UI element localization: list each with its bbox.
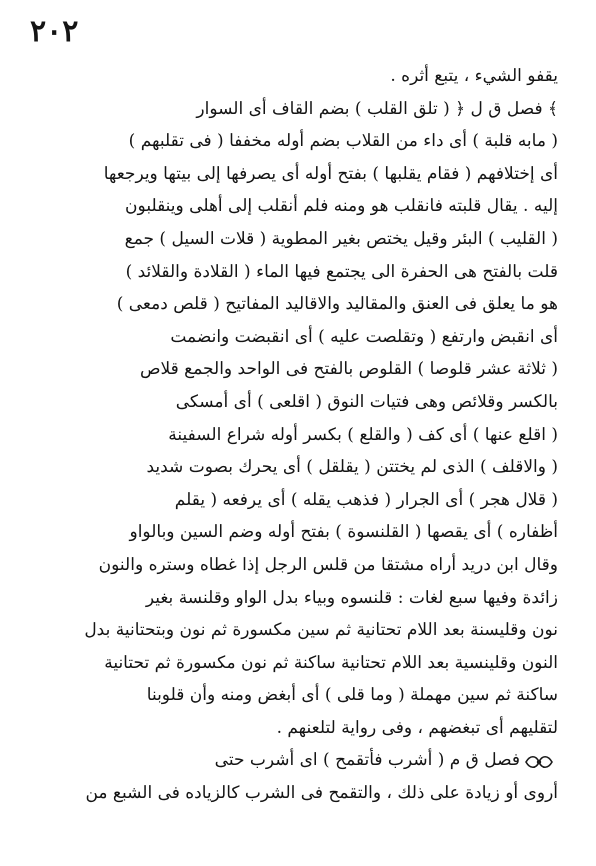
text-line-6: ( القليب ) البئر وقيل يختص بغير المطوية ( قلات السيل ) جمع bbox=[124, 228, 558, 249]
text-line-17: زائدة وفيها سبع لغات : قلنسوه وبياء بدل الواو وقلنسة بغير bbox=[145, 587, 558, 608]
text-line-1: يقفو الشيء ، يتبع أثره . bbox=[390, 66, 558, 86]
text-line-19: النون وقلينسية بعد اللام تحتانية ساكنة ثم نون مكسورة ثم تحتانية bbox=[104, 652, 558, 673]
text-line-15: أظفاره ) أى يقصها ( القلنسوة ) بفتح أوله وضم السين وبالواو bbox=[129, 522, 558, 543]
text-line-3: ( مابه قلبة ) أى داء من القلاب بضم أوله مخففا ( فى تقلبهم ) bbox=[128, 131, 558, 152]
text-line-18: نون وقليسنة بعد اللام تحتانية ثم سين مكسورة ثم نون وبتحتانية بدل bbox=[84, 620, 558, 641]
text-line-22 bbox=[38, 744, 558, 777]
text-line-23: أروى أو زيادة على ذلك ، والتقمح فى الشرب كالزياده فى الشبع من bbox=[85, 783, 558, 804]
text-line-7: قلت بالفتح هى الحفرة الى يجتمع فيها الماء ( القلادة والقلائد ) bbox=[125, 261, 558, 282]
text-line-4: أى إختلافهم ( فقام يقلبها ) بفتح أوله أى يصرفها إلى بيتها ويرجعها bbox=[103, 163, 558, 184]
text-line-14: ( قلال هجر ) أى الجرار ( فذهب يقله ) أى يرفعه ( يقلم bbox=[174, 489, 558, 510]
text-line-13: ( والاقلف ) الذى لم يختتن ( يقلقل ) أى يحرك بصوت شديد bbox=[146, 457, 558, 478]
section-heading-line: فصل ق م ( أشرب فأتقمح ) اى أشرب حتى bbox=[214, 750, 520, 771]
text-line-2: ﴾ فصل ق ل ﴿ ( تلق القلب ) بضم القاف أى السوار bbox=[196, 98, 558, 119]
page-number: ٢٠٢ bbox=[30, 14, 79, 49]
text-line-11: بالكسر وقلائص وهى فتيات النوق ( اقلعى ) أى أمسكى bbox=[175, 391, 558, 412]
section-ornament-right-icon bbox=[524, 745, 554, 777]
text-line-9: أى انقبض وارتفع ( وتقلصت عليه ) أى انقبضت وانضمت bbox=[170, 326, 558, 347]
text-line-12: ( اقلع عنها ) أى كف ( والقلع ) بكسر أوله شراع السفينة bbox=[168, 424, 558, 445]
text-line-10: ( ثلاثة عشر قلوصا ) القلوص بالفتح فى الواحد والجمع قلاص bbox=[139, 359, 558, 380]
text-line-21: لتقليهم أى تبغضهم ، وفى رواية لتلعنهم . bbox=[276, 717, 558, 738]
text-line-8: هو ما يعلق فى العنق والمقاليد والاقاليد المفاتيح ( قلص دمعى ) bbox=[116, 294, 558, 315]
body-text bbox=[38, 60, 558, 810]
text-line-5: إليه . يقال قلبته فانقلب هو ومنه فلم أنقلب إلى أهلى وينقلبون bbox=[125, 196, 558, 217]
text-line-16: وقال ابن دريد أراه مشتقا من قلس الرجل إذا غطاه وستره والنون bbox=[98, 554, 558, 575]
text-line-20: ساكنة ثم سين مهملة ( وما قلى ) أى أبغض ومنه وأن قلوبنا bbox=[146, 685, 558, 706]
